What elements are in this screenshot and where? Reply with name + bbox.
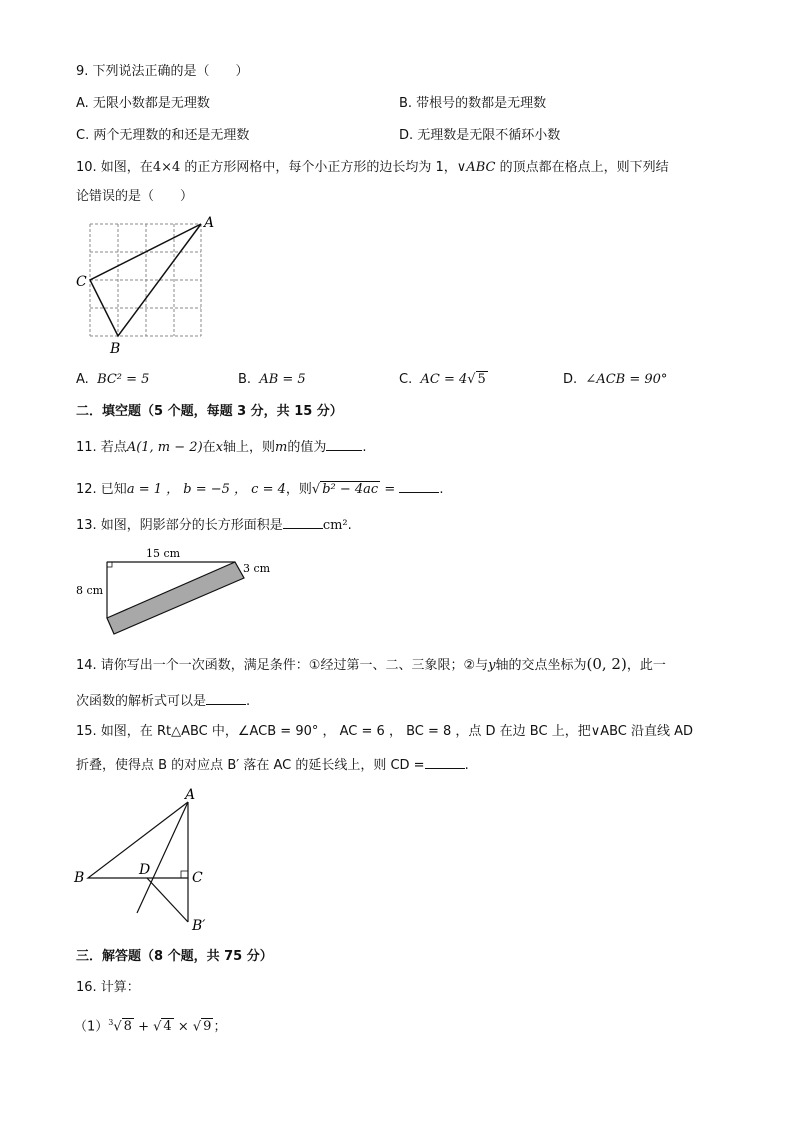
q16-end: ； — [213, 1019, 227, 1035]
q10-option-d-prefix: D. — [563, 372, 578, 387]
q16-part1-label: （1） — [74, 1019, 109, 1035]
q16-plus: + — [133, 1019, 154, 1035]
q10-label-c: C — [76, 274, 87, 290]
q12-answer-blank[interactable] — [399, 479, 439, 493]
q15-stem-line2 — [76, 755, 469, 775]
q11-point: A(1, m − 2) — [126, 440, 203, 455]
q10-label-b: B — [110, 341, 121, 357]
q14-end: . — [246, 694, 251, 709]
q14-text-b: 轴的交点坐标为 — [495, 658, 587, 673]
q15-segment-db-prime — [147, 878, 188, 922]
q11-answer-blank[interactable] — [326, 437, 362, 451]
radical-sign: √ — [113, 1019, 122, 1035]
q15-text-a: 折叠，使得点 B 的对应点 B′ 落在 AC 的延长线上，则 CD = — [76, 758, 425, 773]
q10-option-c-radicand: 5 — [477, 372, 486, 387]
q10-option-b — [238, 371, 306, 389]
radical-sign: √ — [311, 482, 321, 497]
q13-stem — [76, 515, 352, 535]
q11-text-d: 的值为 — [287, 440, 327, 455]
q10-grid-figure — [70, 214, 230, 357]
q15-triangle-figure — [70, 785, 230, 935]
q13-label-right: 3 cm — [243, 562, 271, 575]
q14-text-a: 14. 请你写出一个一次函数，满足条件：①经过第一、二、三象限；②与 — [76, 658, 489, 673]
q10-option-b-prefix: B. — [238, 372, 252, 387]
radical-sign: √ — [467, 372, 476, 387]
q11-stem — [76, 437, 367, 457]
section-3-title: 三．解答题（8 个题，共 75 分） — [76, 949, 273, 964]
q10-stem-text-a: 10. 如图，在 — [76, 160, 153, 175]
q15-answer-blank[interactable] — [425, 755, 465, 769]
q9-option-b: B. 带根号的数都是无理数 — [399, 96, 547, 111]
q15-stem-line1: 15. 如图，在 Rt△ABC 中，∠ACB = 90° ， AC = 6 ， BC = 8 ，点 D 在边 BC 上，把∨ABC 沿直线 AD — [76, 724, 694, 739]
q12-equals: = — [380, 482, 400, 497]
q11-m-var: m — [275, 440, 288, 455]
q14-point: (0, 2) — [586, 655, 627, 673]
q10-option-a — [76, 371, 149, 389]
q15-label-a: A — [185, 787, 196, 803]
q16-cube-root-radicand: 8 — [123, 1019, 132, 1035]
q10-triangle-name: ∨ABC — [456, 160, 496, 175]
q11-x-var: x — [215, 440, 223, 455]
q15-label-b-prime: B′ — [192, 918, 206, 934]
q10-option-a-prefix: A. — [76, 372, 89, 387]
q14-y-var: y — [488, 658, 496, 673]
q10-option-b-math: AB = 5 — [259, 372, 306, 387]
q13-label-top: 15 cm — [146, 547, 181, 560]
q12-text-a: 12. 已知 — [76, 482, 127, 497]
q14-answer-blank[interactable] — [206, 691, 246, 705]
q10-stem-line2: 论错误的是（ ） — [76, 189, 194, 204]
q13-shaded-rectangle — [107, 562, 244, 634]
q10-option-c-math: AC = 4 — [420, 372, 468, 387]
q10-stem-text-b: 的正方形网格中，每个小正方形的边长均为 1， — [180, 160, 457, 175]
q11-end: . — [362, 440, 367, 455]
q16-cube-root-index: 3 — [108, 1018, 114, 1027]
q15-label-c: C — [192, 870, 203, 886]
q11-text-a: 11. 若点 — [76, 440, 127, 455]
q11-text-c: 轴上，则 — [223, 440, 276, 455]
q10-label-a: A — [204, 215, 215, 231]
q11-text-b: 在 — [202, 440, 216, 455]
q15-end: . — [464, 758, 469, 773]
q15-triangle-abc — [88, 802, 188, 878]
q9-option-c: C. 两个无理数的和还是无理数 — [76, 128, 250, 143]
q10-option-c — [399, 371, 488, 389]
q9-option-d: D. 无理数是无限不循环小数 — [399, 128, 561, 143]
q9-stem: 9. 下列说法正确的是（ ） — [76, 64, 249, 79]
q14-stem-line2 — [76, 691, 250, 711]
q13-end: . — [347, 518, 352, 533]
q14-stem-line1 — [76, 655, 666, 675]
q13-label-left: 8 cm — [76, 584, 104, 597]
q13-right-angle-mark — [107, 562, 112, 567]
q15-right-angle-mark — [181, 871, 188, 878]
q13-rectangle-figure — [74, 545, 274, 635]
q10-option-d — [563, 371, 667, 389]
q14-text-d: 次函数的解析式可以是 — [76, 694, 207, 709]
q13-text-a: 13. 如图，阴影部分的长方形面积是 — [76, 518, 283, 533]
q12-end: . — [439, 482, 444, 497]
q12-values: a = 1 ， b = −5 ， c = 4 — [126, 482, 286, 497]
q10-option-a-math: BC² = 5 — [97, 372, 150, 387]
q12-text-b: ，则 — [285, 482, 312, 497]
q10-stem-text-c: 的顶点都在格点上，则下列结 — [495, 160, 669, 175]
q15-fold-line-ad — [137, 802, 188, 913]
section-2-title: 二．填空题（5 个题，每题 3 分，共 15 分） — [76, 404, 343, 419]
q12-radicand: b² − 4ac — [322, 482, 379, 497]
q15-label-d: D — [139, 862, 151, 878]
q16-sqrt-4: 4 — [163, 1019, 172, 1035]
q10-grid-size: 4×4 — [152, 160, 181, 175]
q13-unit: cm² — [322, 518, 348, 533]
radical-sign: √ — [192, 1019, 202, 1035]
q10-stem-line1 — [76, 159, 669, 177]
q16-times: × — [173, 1019, 193, 1035]
q16-sqrt-9: 9 — [203, 1019, 212, 1035]
q12-stem — [76, 479, 444, 499]
q10-option-c-prefix: C. — [399, 372, 413, 387]
q15-label-b: B — [74, 870, 85, 886]
q13-answer-blank[interactable] — [283, 515, 323, 529]
q16-part1 — [74, 1014, 226, 1036]
q10-grid-lines — [90, 224, 201, 336]
radical-sign: √ — [153, 1019, 162, 1035]
q9-option-a: A. 无限小数都是无理数 — [76, 96, 210, 111]
q16-stem: 16. 计算： — [76, 980, 140, 995]
q10-option-d-math: ∠ACB = 90° — [585, 372, 668, 387]
q14-text-c: ，此一 — [626, 658, 666, 673]
